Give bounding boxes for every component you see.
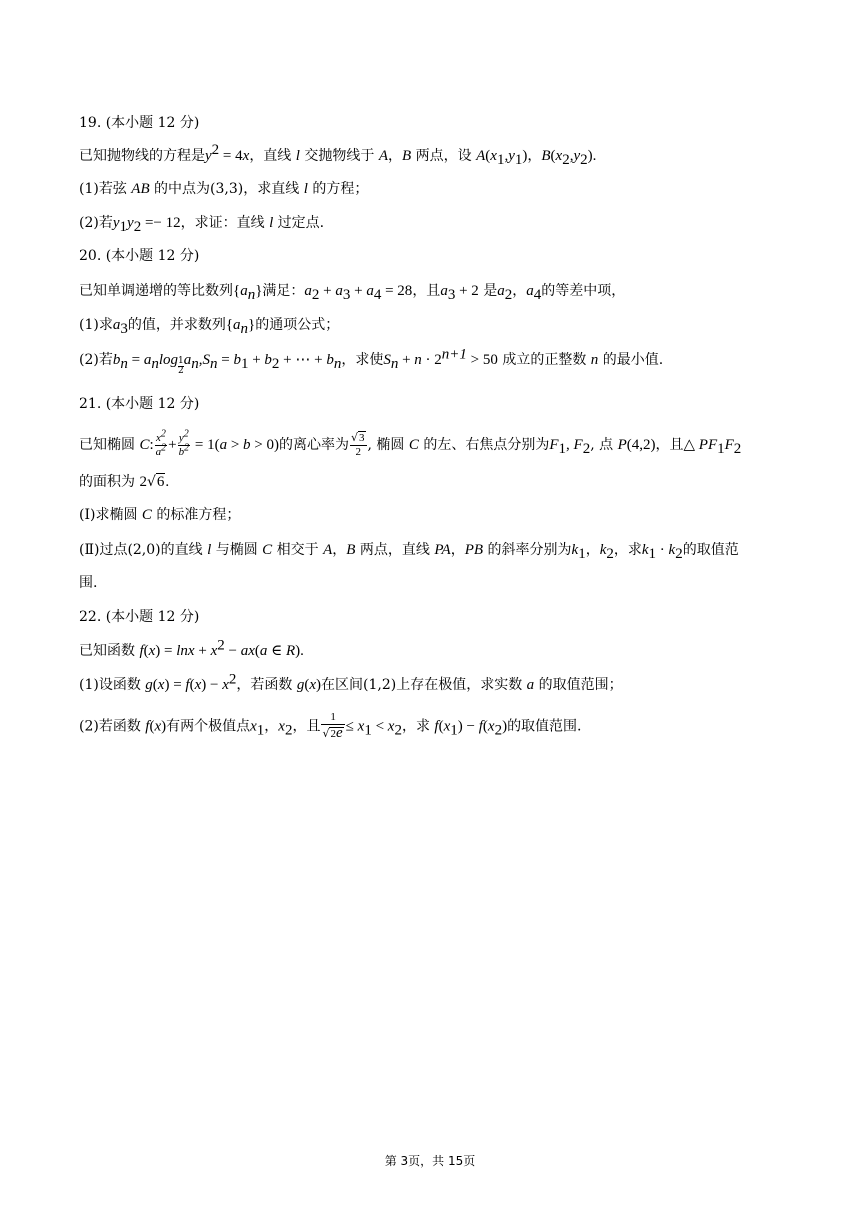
q21-part2: (Ⅱ)过点(2,0)的直线 l 与椭圆 C 相交于 A，B 两点，直线 PA，PB 的斜率分别为$k_1$，$k_2$，求$k_1 \cdot k_2$的取值范 (79, 542, 739, 562)
q21-header: 21. (本小题 12 分) (79, 396, 200, 412)
q21-part1: (Ⅰ)求椭圆 C 的标准方程； (79, 507, 241, 523)
q19-header: 19. (本小题 12 分) (79, 115, 200, 131)
page-footer: 第 3页，共 15页 (384, 1154, 476, 1168)
q21-stem: 已知椭圆 C: $\frac{x^2}{a^2}$ + $\frac{y^2}{b^2}$ = 1(a > b > 0)的离心率为 $\frac{√3}{2}$ , 椭圆 C 的左、右焦点分别为$F_1$, $F_2$, 点 P(4,2)，且△ $PF_1F_2$ (79, 427, 742, 458)
q22-stem: 已知函数 $f(x) = \ln x + x^2 - ax(a$ ∈ R). (79, 637, 304, 659)
q21-part2-line2: 围. (79, 575, 98, 591)
q21-stem-line2: 的面积为 2√6. (79, 474, 170, 490)
q19-part1: (1)若弦 AB 的中点为(3,3)，求直线 l 的方程； (79, 181, 369, 197)
q20-stem: 已知单调递增的等比数列$\{a_n\}$满足：$a_2 + a_3 + a_4 = 28$，且$a_3 + 2$ 是$a_2$，$a_4$的等差中项， (79, 283, 626, 303)
q22-part2: (2)若函数 f(x)有两个极值点$x_1$，$x_2$，且 $\frac{1}{√2e}$ ≤ $x_1 < x_2$，求 $f(x_1) - f(x_2)$的取值范围. (79, 711, 582, 741)
q22-header: 22. (本小题 12 分) (79, 609, 200, 625)
q19-part2: (2)若$y_1y_2 =- 12$，求证：直线 l 过定点. (79, 215, 325, 235)
q22-part1: (1)设函数 $g(x) = f(x) - x^2$，若函数 g(x)在区间(1,2)上存在极值，求实数 a 的取值范围； (79, 671, 623, 693)
q20-part2: (2)若$b_n = a_n\log$ $\frac{1}{2}$ $a_n,S_n = b_1 + b_2$ + ⋯ + $b_n$，求使$S_n + n \cdot 2^{n+1} > 50$ 成立的正整数 n 的最小值. (79, 346, 664, 376)
q20-part1: (1)求$a_3$的值，并求数列$\{a_n\}$的通项公式； (79, 317, 340, 337)
q20-header: 20. (本小题 12 分) (79, 248, 200, 264)
q19-stem: 已知抛物线的方程是$y^2 = 4x$，直线 l 交抛物线于 A，B 两点，设 $A(x_1,y_1)$，$B(x_2,y_2)$. (79, 142, 597, 168)
